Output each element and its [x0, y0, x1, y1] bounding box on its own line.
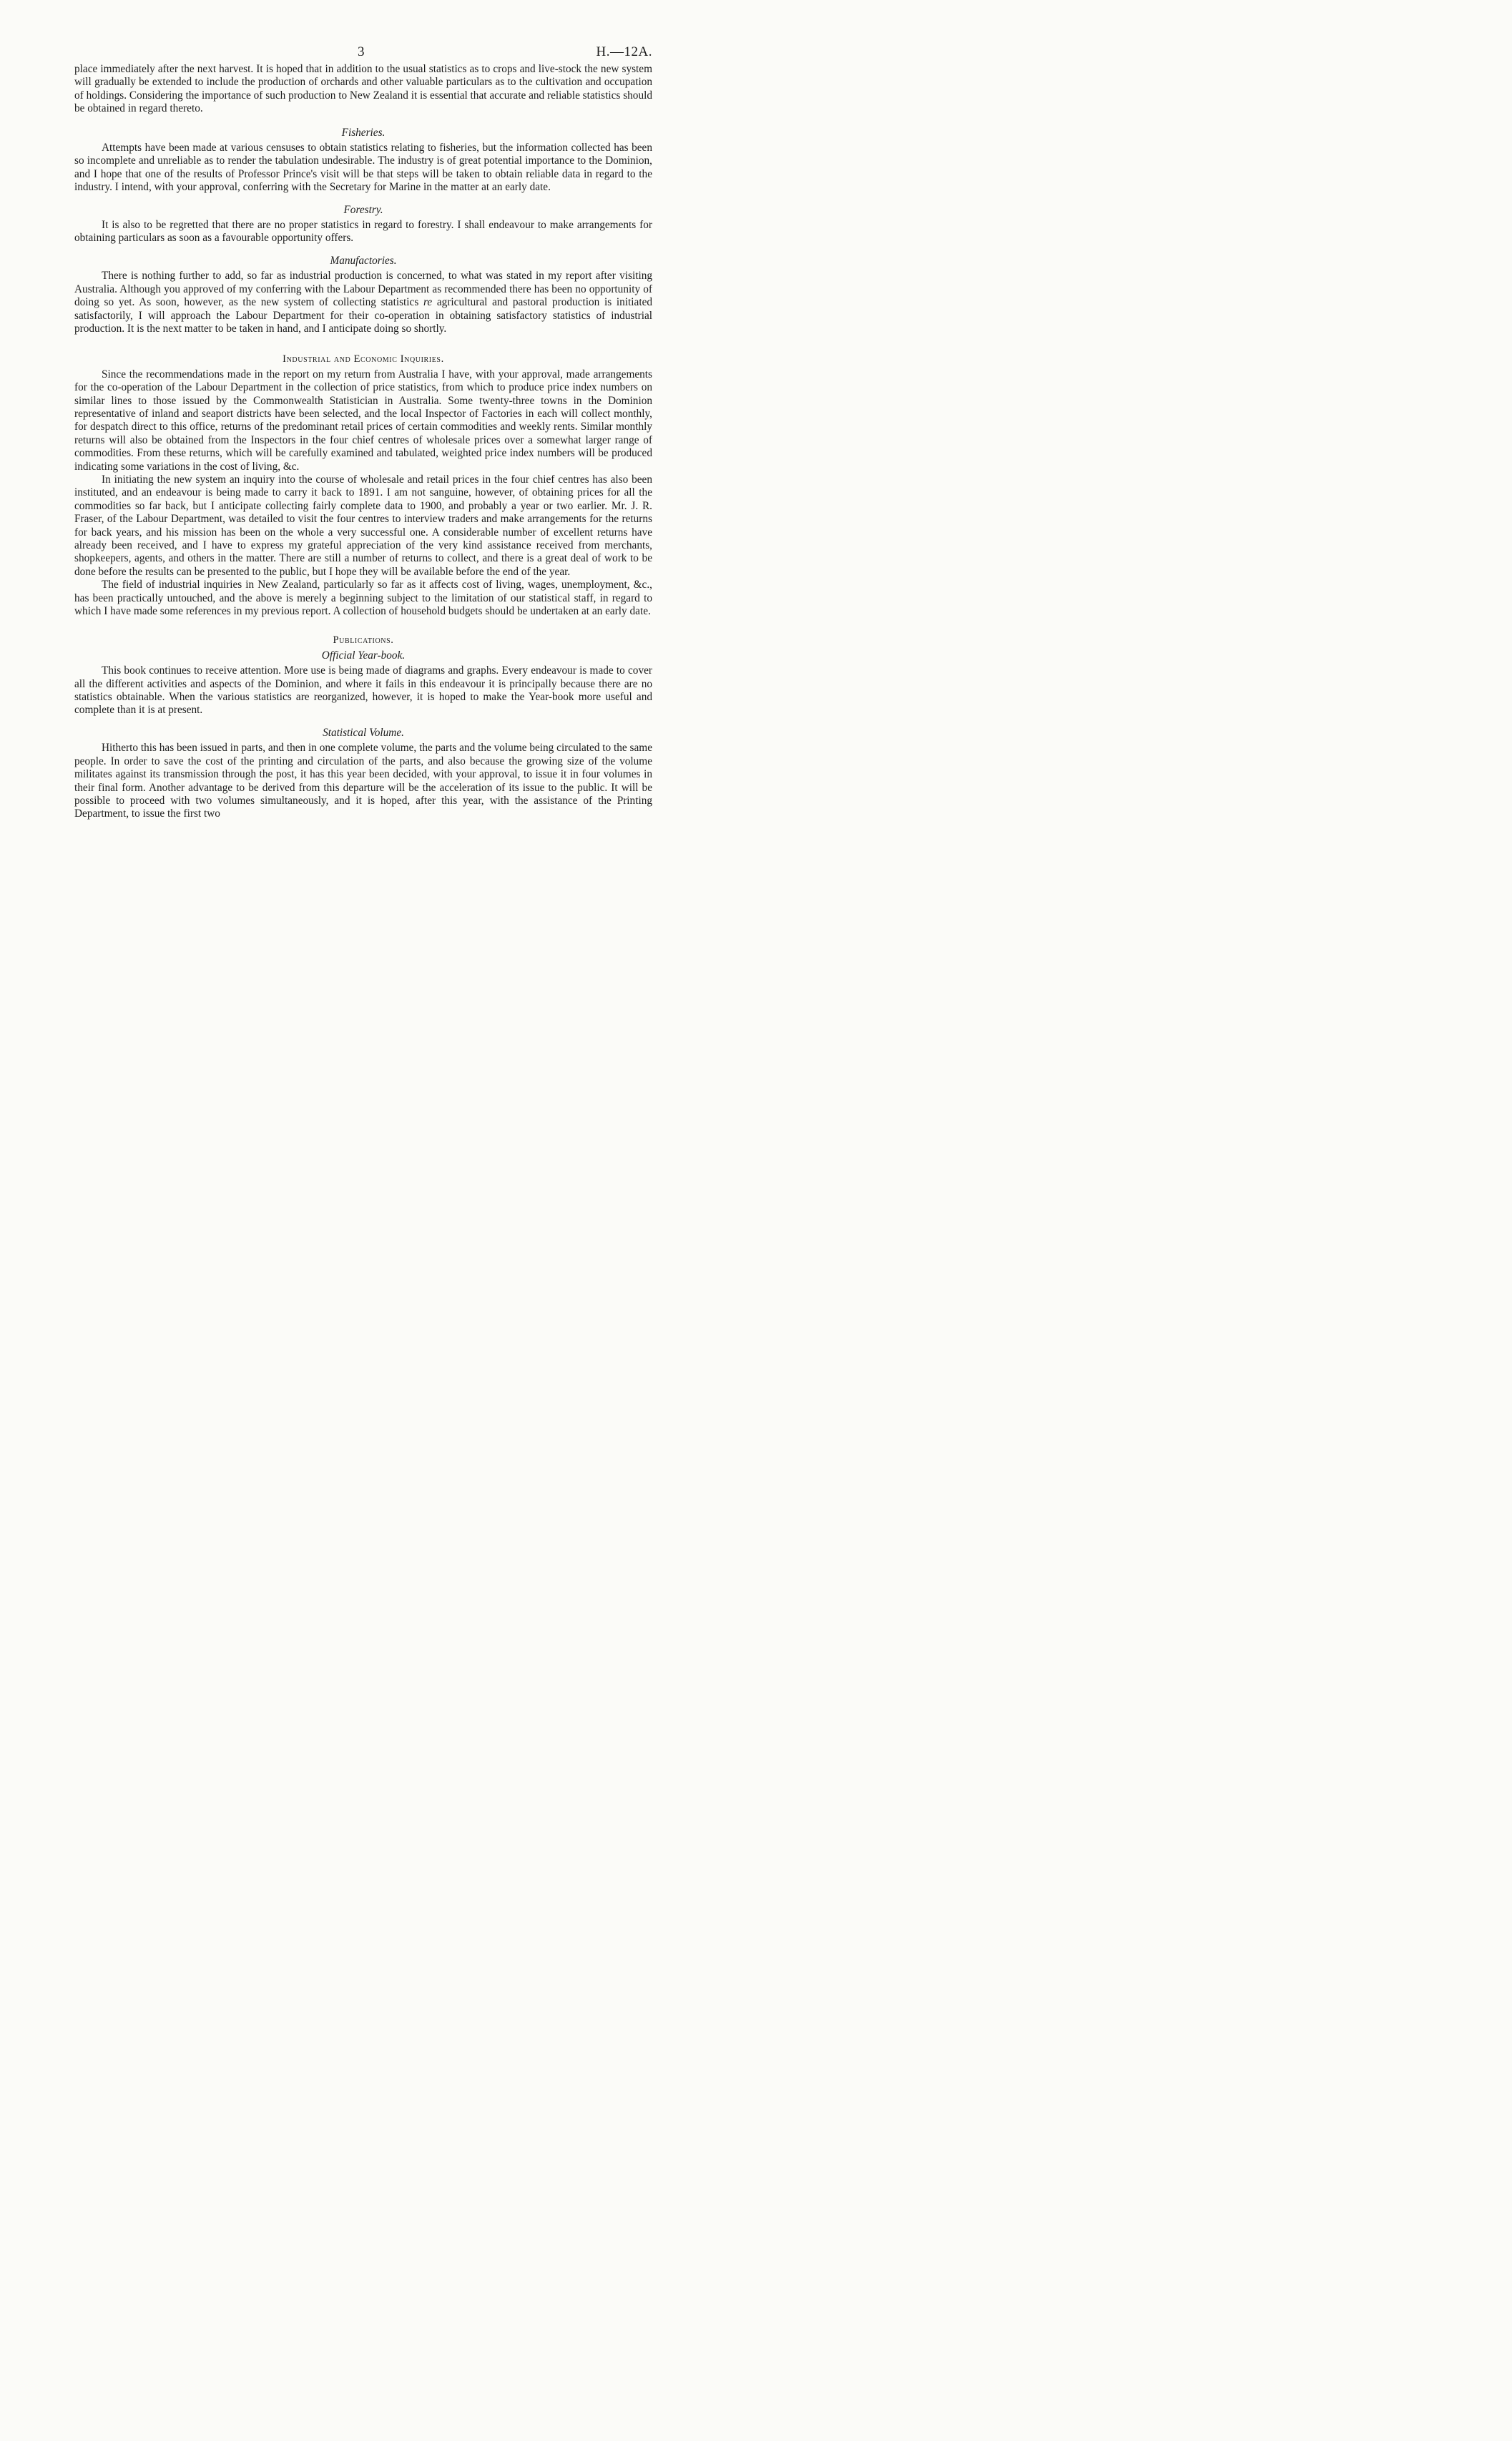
fisheries-heading: Fisheries.: [341, 126, 386, 139]
fisheries-paragraph: Attempts have been made at various censuses to obtain statistics relating to fisheries, but the information collected has been so incomplete and unreliable as to render the tabulation undesirable. The industry is of great potential importance to the Dominion, and I hope that one of the results of Professor Prince's visit will be that steps will be taken to obtain reliable data in regard to the industry. I intend, with your approval, conferring with the Secretary for Marine in the matter at an early date.: [74, 142, 652, 194]
document-page: [74, 44, 652, 821]
industrial-inquiries-heading: Industrial and Economic Inquiries.: [283, 353, 444, 365]
forestry-paragraph: It is also to be regretted that there are no proper statistics in regard to forestry. I shall endeavour to make arrangements for obtaining particulars as soon as a favourable opportunity offers.: [74, 219, 652, 245]
manufactories-paragraph: [74, 270, 652, 335]
forestry-heading: Forestry.: [343, 203, 383, 216]
yearbook-paragraph: This book continues to receive attention. More use is being made of diagrams and graphs. Every endeavour is made to cover all the different activities and aspects of the Dominion, and where it fails in this endeavour it is principally because there are no statistics obtainable. When the various statistics are reorganized, however, it is hoped to make the Year-book more useful and complete than it is at present.: [74, 664, 652, 717]
yearbook-heading: Official Year-book.: [321, 649, 406, 662]
statistical-volume-heading: Statistical Volume.: [323, 726, 404, 739]
manufactories-text-end: agricultural and pastoral production is initiated satisfactorily, I will approach the Labour Department for their co-operation in obtaining satisfactory statistics of industrial production. It is the next matter to be taken in hand, and I anticipate doing so shortly.: [74, 296, 653, 335]
intro-paragraph: place immediately after the next harvest. It is hoped that in addition to the usual statistics as to crops and live-stock the new system will gradually be extended to include the production of orchards and other valuable particulars as to the cultivation and occupation of holdings. Considering the importance of such production to New Zealand it is essential that accurate and reliable statistics should be obtained in regard thereto.: [74, 63, 652, 115]
publications-heading: Publications.: [333, 634, 394, 647]
industrial-paragraph-1: Since the recommendations made in the report on my return from Australia I have, with your approval, made arrangements for the co-operation of the Labour Department in the collection of price statistics, from which to produce price index numbers on similar lines to those issued by the Commonwealth Statistician in Australia. Some twenty-three towns in the Dominion representative of inland and seaport districts have been selected, and the local Inspector of Factories in each will collect monthly, for despatch direct to this office, returns of the predominant retail prices of certain commodities and weekly rents. Similar monthly returns will also be obtained from the Inspectors in the four chief centres of wholesale prices over a somewhat larger range of commodities. From these returns, which will be carefully examined and tabulated, weighted price index numbers will be produced indicating some variations in the cost of living, &c.: [74, 368, 652, 473]
industrial-paragraph-3: The field of industrial inquiries in New Zealand, particularly so far as it affects cost of living, wages, unemployment, &c., has been practically untouched, and the above is merely a beginning subject to the limitation of our statistical staff, in regard to which I have made some references in my previous report. A collection of household budgets should be undertaken at an early date.: [74, 579, 652, 618]
page-number: 3: [358, 44, 365, 59]
document-reference: H.—12A.: [596, 44, 652, 59]
re-italic: re: [423, 296, 433, 309]
industrial-paragraph-2: In initiating the new system an inquiry into the course of wholesale and retail prices in the four chief centres has also been instituted, and an endeavour is being made to carry it back to 1891. I am not sanguine, however, of obtaining prices for all the commodities so far back, but I anticipate collecting fairly complete data to 1900, and probably a year or two earlier. Mr. J. R. Fraser, of the Labour Department, was detailed to visit the four centres to interview traders and make arrangements for the returns for back years, and his mission has been on the whole a very successful one. A considerable number of excellent returns have already been received, and I have to express my grateful appreciation of the very kind assistance received from merchants, shopkeepers, agents, and others in the matter. There are still a number of returns to collect, and there is a great deal of work to be done before the results can be presented to the public, but I hope they will be available before the end of the year.: [74, 473, 652, 578]
manufactories-heading: Manufactories.: [330, 254, 397, 267]
manufactories-text-start: There is nothing further to add, so far as industrial production is concerned, to what was stated in my report after visiting Australia. Although you approved of my conferring with the Labour Department as recommended there has been no opportunity of doing so yet. As soon, however, as the new system of collecting statistics: [74, 270, 652, 309]
statistical-volume-paragraph: Hitherto this has been issued in parts, and then in one complete volume, the parts and the volume being circulated to the same people. In order to save the cost of the printing and circulation of the parts, and also because the growing size of the volume militates against its transmission through the post, it has this year been decided, with your approval, to issue it in four volumes in their final form. Another advantage to be derived from this departure will be the acceleration of its issue to the public. It will be possible to proceed with two volumes simultaneously, and it is hoped, after this year, with the assistance of the Printing Department, to issue the first two: [74, 742, 652, 820]
page-header: [74, 44, 652, 63]
